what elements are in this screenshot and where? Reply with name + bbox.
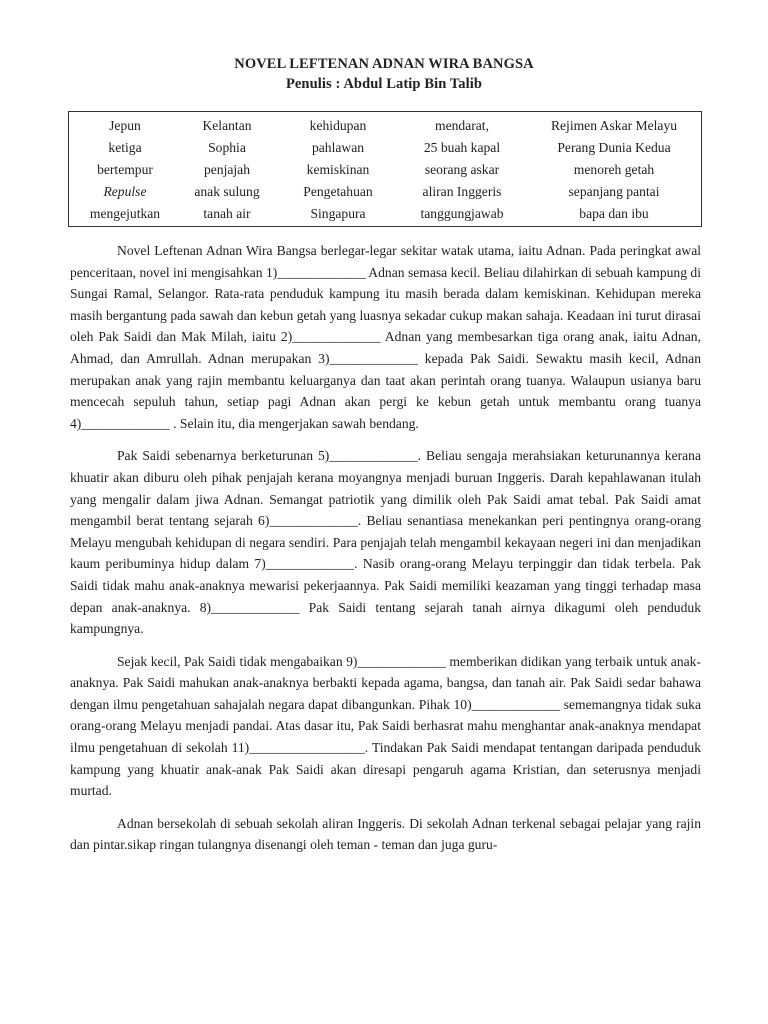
word-bank-item: menoreh getah xyxy=(573,162,655,177)
word-bank-item: ketiga xyxy=(108,140,142,155)
word-bank-item: mendarat, xyxy=(435,118,489,133)
word-bank-item: kehidupan xyxy=(309,118,367,133)
word-bank-item: Pengetahuan xyxy=(303,184,373,199)
passage-paragraph-1: Novel Leftenan Adnan Wira Bangsa berlegar-legar sekitar watak utama, iaitu Adnan. Pada peringkat awal penceritaan, novel ini mengisahkan 1)_____________ Adnan semasa kecil. Beliau dilahirkan di sebuah kampung di Sungai Ramal, Selangor. Rata-rata penduduk kampung itu masih berada dalam kemiskinan. Kehidupan mereka masih bergantung pada sawah dan kebun getah yang luasnya sekadar cukup makan sahaja. Keadaan ini turut dirasai oleh Pak Saidi dan Mak Milah, iaitu 2)_____________ Adnan yang membesarkan tiga orang anak, iaitu Adnan, Ahmad, dan Amrullah. Adnan merupakan 3)_____________ kepada Pak Saidi. Sewaktu masih kecil, Adnan merupakan anak yang rajin membantu keluarganya dan taat akan perintah orang tuanya. Walaupun usianya baru mencecah sepuluh tahun, setiap pagi Adnan akan pergi ke kebun getah untuk membantu orang tuanya 4)_____________ . Selain itu, dia mengerjakan sawah bendang. xyxy=(70,243,701,431)
word-bank-item: Rejimen Askar Melayu xyxy=(550,118,678,133)
word-bank-box xyxy=(68,111,702,227)
word-bank-item: tanggungjawab xyxy=(420,206,504,221)
word-bank-item: Kelantan xyxy=(202,118,252,133)
word-bank-item: penjajah xyxy=(203,162,251,177)
word-bank-item: mengejutkan xyxy=(89,206,161,221)
word-bank-item: seorang askar xyxy=(424,162,500,177)
word-bank-column-3 xyxy=(284,115,392,225)
passage-body xyxy=(70,240,701,867)
word-bank-item: kemiskinan xyxy=(306,162,370,177)
word-bank-item: Perang Dunia Kedua xyxy=(557,140,671,155)
word-bank-item: sepanjang pantai xyxy=(568,184,660,199)
word-bank-item: 25 buah kapal xyxy=(423,140,501,155)
word-bank-item: Singapura xyxy=(310,206,366,221)
word-bank-item: Jepun xyxy=(109,118,141,133)
passage-paragraph-3: Sejak kecil, Pak Saidi tidak mengabaikan 9)_____________ memberikan didikan yang terbaik untuk anak-anaknya. Pak Saidi mahukan anak-anaknya berbakti kepada agama, bangsa, dan tanah air. Pak Saidi sedar bahawa dengan ilmu pengetahuan sahajalah negara dapat dibangunkan. Pihak 10)_____________ sememangnya tidak suka orang-orang Melayu menjadi pandai. Atas dasar itu, Pak Saidi berhasrat mahu menghantar anak-anaknya mendapat ilmu pengetahuan di sekolah 11)_________________. Tindakan Pak Saidi mendapat tentangan daripada penduduk kampung yang khuatir anak-anak Pak Saidi akan diresapi pengaruh agama Kristian, dan seterusnya menjadi murtad. xyxy=(70,653,701,799)
document-title: NOVEL LEFTENAN ADNAN WIRA BANGSA xyxy=(234,56,534,72)
word-bank-column-5 xyxy=(531,115,697,225)
passage-paragraph-4: Adnan bersekolah di sebuah sekolah aliran Inggeris. Di sekolah Adnan terkenal sebagai pelajar yang rajin dan pintar.sikap ringan tulangnya disenangi oleh teman - teman dan juga guru- xyxy=(70,815,701,853)
word-bank-item: pahlawan xyxy=(311,140,365,155)
word-bank-item: Repulse xyxy=(103,184,147,199)
word-bank-column-2 xyxy=(177,115,277,225)
word-bank-item: aliran Inggeris xyxy=(422,184,502,199)
word-bank-column-4 xyxy=(397,115,527,225)
author-line: Penulis : Abdul Latip Bin Talib xyxy=(285,76,483,92)
word-bank-item: tanah air xyxy=(203,206,251,221)
word-bank-item: bapa dan ibu xyxy=(579,206,649,221)
word-bank-column-1 xyxy=(77,115,173,225)
passage-paragraph-2: Pak Saidi sebenarnya berketurunan 5)_____________. Beliau sengaja merahsiakan keturunannya kerana khuatir akan diburu oleh pihak penjajah kerana moyangnya menjadi buruan Inggeris. Darah kepahlawanan itulah yang mengalir dalam jiwa Adnan. Semangat patriotik yang dimilik oleh Pak Saidi amat tebal. Pak Saidi amat mengambil berat tentang sejarah 6)_____________. Beliau senantiasa menekankan peri pentingnya orang-orang Melayu mengubah kehidupan di negara sendiri. Para penjajah telah mengambil kekayaan negeri ini dan menjadikan kaum peribuminya hidup dalam 7)_____________. Nasib orang-orang Melayu terpinggir dan tidak terbela. Pak Saidi tidak mahu anak-anaknya mewarisi pekerjaannya. Pak Saidi memiliki keazaman yang tinggi terhadap masa depan anak-anaknya. 8)_____________ Pak Saidi tentang sejarah tanah airnya dikagumi oleh penduduk kampungnya. xyxy=(70,448,701,637)
word-bank-item: Sophia xyxy=(208,140,246,155)
word-bank-item: bertempur xyxy=(97,162,153,177)
word-bank-item: anak sulung xyxy=(194,184,260,199)
